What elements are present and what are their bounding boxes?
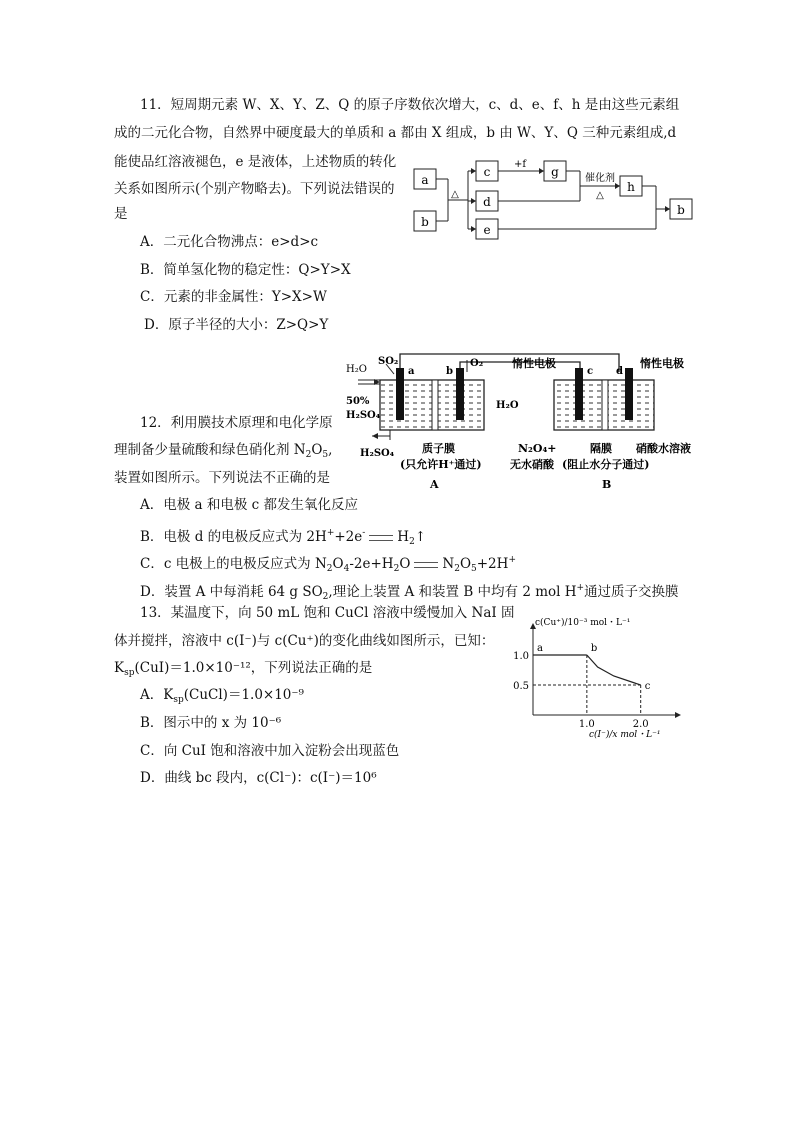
- nitric-solution-label: 硝酸水溶液: [636, 442, 691, 455]
- apparatus-b-label: B: [602, 478, 612, 491]
- q13-option-d: D．曲线 bc 段内，c(Cl⁻)：c(I⁻)＝10⁶: [140, 770, 377, 786]
- anhydrous-nitric-label: 无水硝酸: [510, 458, 554, 471]
- q11-line1: 11．短周期元素 W、X、Y、Z、Q 的原子序数依次增大，c、d、e、f、h 是由这些元素组: [140, 97, 680, 113]
- q11-option-a: A．二元化合物沸点：e>d>c: [140, 234, 319, 250]
- q13-line2: 体并搅拌，溶液中 c(I⁻)与 c(Cu⁺)的变化曲线如图所示，已知：: [114, 633, 495, 649]
- electrode-d-label: d: [616, 366, 623, 377]
- reagent-f: +f: [513, 159, 527, 170]
- electrode-b-label: b: [446, 366, 453, 377]
- n2o4-label: N₂O₄+: [518, 442, 557, 455]
- label-d: d: [483, 195, 491, 209]
- label-b2: b: [677, 203, 685, 217]
- diaphragm-label: 隔膜: [590, 442, 612, 455]
- point-label-a: a: [537, 643, 543, 654]
- q11-line4: 关系如图所示(个别产物略去)。下列说法错误的: [114, 181, 395, 197]
- label-b: b: [421, 215, 429, 229]
- label-h: h: [627, 180, 635, 194]
- q12-option-b: B．电极 d 的电极反应式为 2H++2e- $H_2↑$: [140, 528, 427, 547]
- o2-label: O₂: [470, 358, 484, 369]
- inert-electrode-label-1: 惰性电极: [512, 357, 556, 370]
- q11-option-b: B．简单氢化物的稳定性：Q>Y>X: [140, 262, 351, 278]
- q11-line5: 是: [114, 206, 128, 222]
- y-tick-label: 0.5: [513, 681, 529, 692]
- so2-label: SO₂: [378, 356, 399, 367]
- inert-electrode-label-2: 惰性电极: [640, 357, 684, 370]
- curve-bc: [587, 655, 641, 685]
- label-a: a: [421, 173, 429, 187]
- electrode-a: [396, 368, 404, 420]
- q12-option-d: D．装置 A 中每消耗 64 g $SO_2$,理论上装置 A 和装置 B 中均有 2 mol H+通过质子交换膜: [140, 583, 679, 602]
- proton-membrane-label: 质子膜: [422, 442, 455, 455]
- x-axis-arrow: [675, 712, 681, 718]
- y-tick-label: 1.0: [513, 651, 529, 662]
- q13-chart: [505, 615, 685, 743]
- concentration-label: 50%: [346, 396, 370, 407]
- electrode-a-label: a: [408, 366, 415, 377]
- diaphragm: [602, 380, 608, 430]
- q12-line2: 理制备少量硫酸和绿色硝化剂 $N_2O_5$,: [114, 442, 333, 460]
- heat-symbol-1: △: [451, 189, 459, 200]
- diaphragm-note: (阻止水分子通过): [562, 458, 650, 471]
- label-g: g: [551, 165, 559, 179]
- h2so4-label: H₂SO₄: [346, 410, 381, 421]
- q12-option-a: A．电极 a 和电极 c 都发生氧化反应: [140, 497, 359, 513]
- x-tick-label: 2.0: [632, 719, 649, 730]
- q12-option-c: C．c 电极上的电极反应式为 $N_2O_4-2e+H_2O$ $N_2O_5+2H^+$: [140, 555, 516, 574]
- h2so4-out-label: H₂SO₄: [360, 448, 395, 459]
- label-e: e: [483, 223, 491, 237]
- proton-membrane: [432, 380, 438, 430]
- h2o-label: H₂O: [496, 400, 519, 411]
- q13-line3: $K_{sp}(CuI)=1.0\times 10^{-12}$，下列说法正确的是: [114, 660, 373, 678]
- q13-line1: 13．某温度下，向 50 mL 饱和 CuCl 溶液中缓慢加入 NaI 固: [140, 605, 515, 621]
- q11-transformation-diagram: [410, 155, 700, 245]
- y-axis-label: c(Cu⁺)/10⁻³ mol・L⁻¹: [535, 618, 631, 628]
- q11-line2: 成的二元化合物，自然界中硬度最大的单质和 a 都由 X 组成，b 由 W、Y、Q 三种元素组成,d: [114, 125, 677, 141]
- q13-option-a: A．$K_{sp}(CuCl)=1.0\times 10^{-9}$: [140, 687, 304, 705]
- q13-option-c: C．向 CuI 饱和溶液中加入淀粉会出现蓝色: [140, 743, 400, 759]
- point-label-c: c: [644, 681, 651, 692]
- electrode-b: [456, 368, 464, 420]
- electrode-c: [575, 368, 583, 420]
- q12-electrolysis-apparatus: [340, 340, 710, 495]
- label-c: c: [483, 165, 491, 179]
- x-tick-label: 1.0: [578, 719, 595, 730]
- x-axis-label: c(I⁻)/x mol・L⁻¹: [589, 730, 661, 740]
- point-label-b: b: [590, 643, 598, 654]
- heat-symbol-2: △: [596, 190, 604, 201]
- proton-membrane-note: (只允许H⁺通过): [400, 458, 482, 471]
- q11-option-d: D．原子半径的大小：Z>Q>Y: [144, 317, 329, 333]
- q13-option-b: B．图示中的 x 为 10⁻⁶: [140, 715, 282, 731]
- q12-line1: 12．利用膜技术原理和电化学原: [140, 415, 333, 431]
- q11-option-c: C．元素的非金属性：Y>X>W: [140, 289, 327, 305]
- catalyst-label: 催化剂: [585, 173, 615, 184]
- q11-line3: 能使品红溶液褪色，e 是液体，上述物质的转化: [114, 154, 397, 170]
- electrode-d: [625, 368, 633, 420]
- h2o-inlet-label: H₂O: [346, 364, 367, 375]
- apparatus-a-label: A: [430, 478, 439, 491]
- electrode-c-label: c: [587, 366, 594, 377]
- q12-line3: 装置如图所示。下列说法不正确的是: [114, 470, 330, 486]
